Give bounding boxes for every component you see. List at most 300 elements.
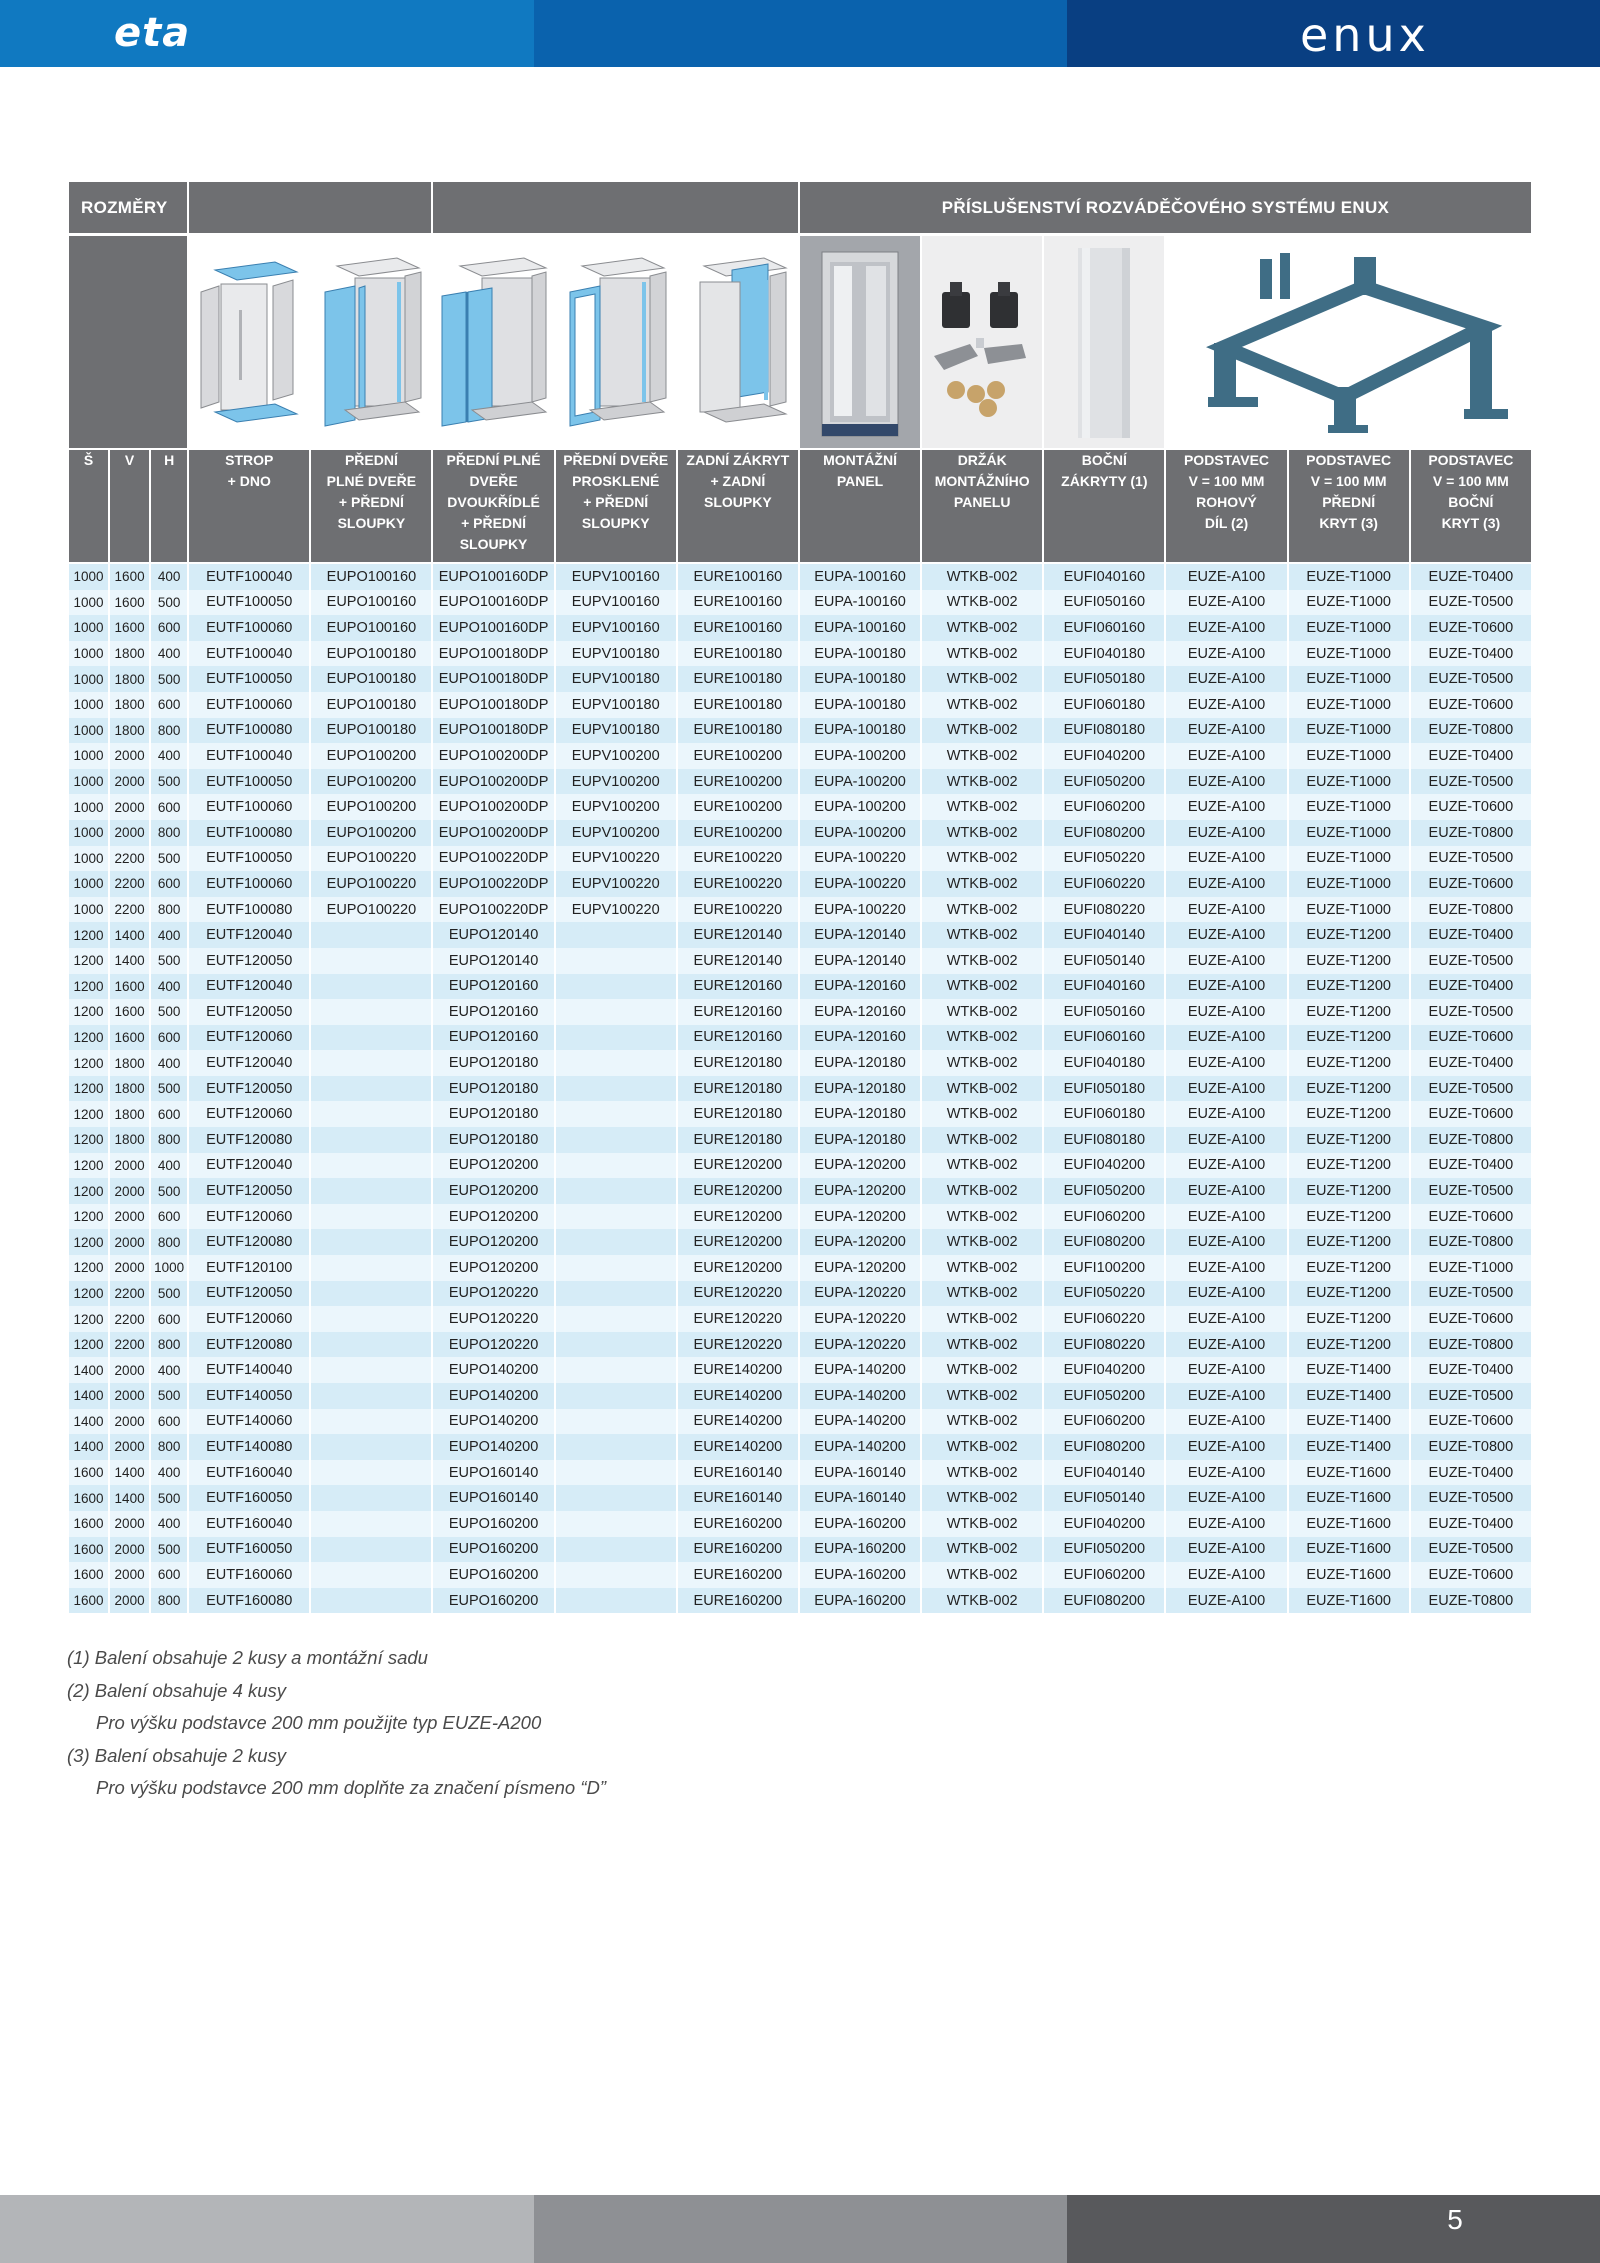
table-row	[69, 948, 1531, 974]
table-cell: EUPV100220	[556, 871, 676, 897]
table-cell	[311, 1153, 431, 1179]
table-cell	[311, 1511, 431, 1537]
table-cell: 2000	[110, 1178, 149, 1204]
table-cell: WTKB-002	[922, 590, 1042, 616]
table-cell: WTKB-002	[922, 1281, 1042, 1307]
table-cell	[556, 1178, 676, 1204]
table-cell: EURE100220	[678, 897, 798, 923]
table-cell	[311, 922, 431, 948]
table-cell: 1000	[69, 590, 108, 616]
column-header	[1044, 450, 1164, 564]
column-header-line: PŘEDNÍ	[1322, 494, 1376, 510]
table-cell: EUPO100180	[311, 666, 431, 692]
table-cell: WTKB-002	[922, 1383, 1042, 1409]
table-cell: EUPV100160	[556, 564, 676, 590]
table-cell: WTKB-002	[922, 1153, 1042, 1179]
table-cell: 500	[151, 999, 187, 1025]
table-cell: EUZE-T0800	[1411, 1588, 1531, 1614]
table-cell: EUFI060200	[1044, 1204, 1164, 1230]
column-header-line: DVOUKŘÍDLÉ	[447, 494, 540, 510]
table-cell	[556, 974, 676, 1000]
table-cell: EUTF160060	[189, 1562, 309, 1588]
table-cell: 1600	[69, 1537, 108, 1563]
table-cell: EUZE-A100	[1166, 1409, 1286, 1435]
table-cell: EUPA-100200	[800, 794, 920, 820]
table-cell: WTKB-002	[922, 1127, 1042, 1153]
table-row	[69, 1229, 1531, 1255]
table-cell: 1600	[69, 1460, 108, 1486]
table-cell: EUFI060220	[1044, 871, 1164, 897]
table-cell: EUZE-A100	[1166, 564, 1286, 590]
table-cell: EUZE-T1200	[1289, 1204, 1409, 1230]
table-cell: EURE100200	[678, 820, 798, 846]
table-cell: EUFI100200	[1044, 1255, 1164, 1281]
table-row	[69, 1511, 1531, 1537]
table-cell	[556, 1460, 676, 1486]
table-cell: EUFI040180	[1044, 1050, 1164, 1076]
table-cell: EURE120160	[678, 974, 798, 1000]
table-cell	[556, 1383, 676, 1409]
table-cell: EUZE-T1200	[1289, 1306, 1409, 1332]
table-cell: 1000	[69, 564, 108, 590]
table-cell: 1000	[69, 820, 108, 846]
table-cell: EUPV100200	[556, 743, 676, 769]
table-cell: EUZE-T0400	[1411, 1050, 1531, 1076]
table-cell: 1400	[110, 922, 149, 948]
table-cell: EUTF100060	[189, 871, 309, 897]
table-cell: 500	[151, 1537, 187, 1563]
table-cell: EUTF140040	[189, 1357, 309, 1383]
table-cell: EUZE-A100	[1166, 641, 1286, 667]
table-cell: WTKB-002	[922, 1511, 1042, 1537]
column-header	[433, 450, 553, 564]
table-cell: EUZE-A100	[1166, 1332, 1286, 1358]
table-cell: 1200	[69, 1076, 108, 1102]
table-cell: WTKB-002	[922, 692, 1042, 718]
table-row	[69, 871, 1531, 897]
table-cell: EUPO100160	[311, 564, 431, 590]
table-row	[69, 590, 1531, 616]
table-cell: EUPO100220	[311, 897, 431, 923]
table-cell: 600	[151, 1101, 187, 1127]
eta-logo: eta	[114, 10, 191, 56]
table-cell: WTKB-002	[922, 1255, 1042, 1281]
table-cell: WTKB-002	[922, 769, 1042, 795]
table-cell: EUPO120220	[433, 1332, 553, 1358]
table-cell: WTKB-002	[922, 1025, 1042, 1051]
table-cell: EUPO100220DP	[433, 871, 553, 897]
table-cell: EUZE-A100	[1166, 1153, 1286, 1179]
table-cell: EUZE-T0600	[1411, 794, 1531, 820]
column-header-line: + PŘEDNÍ	[583, 494, 649, 510]
table-cell: 500	[151, 666, 187, 692]
image-cell	[311, 236, 431, 450]
column-header-line: V = 100 MM	[1432, 473, 1509, 489]
table-cell: 1800	[110, 1076, 149, 1102]
table-cell: EUPO100180DP	[433, 692, 553, 718]
page-number: 5	[1447, 2204, 1463, 2235]
table-cell	[556, 1281, 676, 1307]
group-header-accessories: PŘÍSLUŠENSTVÍ ROZVÁDĚČOVÉHO SYSTÉMU ENUX	[800, 182, 1531, 236]
table-cell: EURE120220	[678, 1281, 798, 1307]
column-header-line: H	[164, 452, 175, 468]
table-cell	[556, 1562, 676, 1588]
table-cell: EUPA-160140	[800, 1485, 920, 1511]
table-cell: WTKB-002	[922, 846, 1042, 872]
table-cell: 400	[151, 1153, 187, 1179]
table-cell: EUPO100220DP	[433, 846, 553, 872]
table-cell: EUZE-T1400	[1289, 1409, 1409, 1435]
table-cell: 1600	[69, 1511, 108, 1537]
column-header-line: MONTÁŽNÍ	[823, 452, 897, 468]
table-cell: EUTF120050	[189, 948, 309, 974]
table-cell: 1600	[110, 1025, 149, 1051]
table-cell: EUZE-T0800	[1411, 820, 1531, 846]
table-cell: EUTF140060	[189, 1409, 309, 1435]
table-cell: EUPV100220	[556, 897, 676, 923]
table-cell: 1000	[69, 794, 108, 820]
table-cell: 2200	[110, 1332, 149, 1358]
table-cell: 1200	[69, 1306, 108, 1332]
table-cell: EUZE-T0400	[1411, 743, 1531, 769]
table-cell: EUFI040200	[1044, 1511, 1164, 1537]
table-cell: EURE100180	[678, 692, 798, 718]
table-cell: 800	[151, 1434, 187, 1460]
table-cell: 1200	[69, 1101, 108, 1127]
table-cell: EURE160200	[678, 1588, 798, 1614]
plinth-base-photo-icon	[1184, 247, 1514, 437]
table-cell: EUPO120200	[433, 1229, 553, 1255]
column-header	[110, 450, 149, 564]
table-cell: WTKB-002	[922, 1050, 1042, 1076]
table-cell: EUTF120040	[189, 922, 309, 948]
table-cell: EUPA-100220	[800, 871, 920, 897]
table-cell: EUZE-A100	[1166, 1050, 1286, 1076]
table-cell: 1200	[69, 1050, 108, 1076]
table-cell: 800	[151, 1229, 187, 1255]
table-cell	[311, 1127, 431, 1153]
table-cell: EURE140200	[678, 1383, 798, 1409]
table-cell: 600	[151, 1204, 187, 1230]
table-cell	[556, 1511, 676, 1537]
table-cell: EUZE-T0500	[1411, 1537, 1531, 1563]
table-cell: EUPO100200DP	[433, 743, 553, 769]
table-cell: EUZE-A100	[1166, 794, 1286, 820]
accessories-table	[67, 182, 1533, 1613]
mounting-panel-photo-icon	[804, 242, 916, 442]
table-cell: EURE140200	[678, 1357, 798, 1383]
table-cell: EUPA-100200	[800, 820, 920, 846]
table-cell: EUZE-T0800	[1411, 1229, 1531, 1255]
table-cell: 1400	[69, 1434, 108, 1460]
column-header-line: PANEL	[836, 473, 884, 489]
table-cell	[556, 1204, 676, 1230]
table-cell: EUZE-A100	[1166, 1562, 1286, 1588]
image-cell	[189, 236, 309, 450]
table-cell: WTKB-002	[922, 743, 1042, 769]
table-cell: 1400	[69, 1409, 108, 1435]
table-cell: EUZE-A100	[1166, 692, 1286, 718]
column-header-line: PŘEDNÍ PLNÉ	[446, 452, 541, 468]
table-cell: 1000	[69, 846, 108, 872]
table-cell: EUZE-T0500	[1411, 948, 1531, 974]
table-row	[69, 1076, 1531, 1102]
column-header-line: SLOUPKY	[337, 515, 406, 531]
table-cell: EUPA-120160	[800, 999, 920, 1025]
table-cell	[311, 1204, 431, 1230]
table-cell: EURE160200	[678, 1537, 798, 1563]
table-cell: EUPA-160200	[800, 1562, 920, 1588]
table-cell: EUPO160140	[433, 1460, 553, 1486]
table-row	[69, 999, 1531, 1025]
table-cell: EURE160140	[678, 1485, 798, 1511]
table-cell: EUTF120040	[189, 974, 309, 1000]
table-cell: EUPO120180	[433, 1050, 553, 1076]
column-header-line: Š	[83, 452, 94, 468]
table-cell	[311, 1255, 431, 1281]
table-cell: EUZE-T0600	[1411, 615, 1531, 641]
table-cell	[556, 1434, 676, 1460]
table-cell: EUTF120050	[189, 999, 309, 1025]
table-cell: 500	[151, 1281, 187, 1307]
table-cell: EUTF160040	[189, 1511, 309, 1537]
table-row	[69, 1255, 1531, 1281]
table-cell: 800	[151, 897, 187, 923]
column-header-line: ZÁKRYTY (1)	[1061, 473, 1148, 489]
table-cell: 1200	[69, 922, 108, 948]
table-cell: EUFI060180	[1044, 692, 1164, 718]
table-row	[69, 1485, 1531, 1511]
table-cell: EUPV100180	[556, 666, 676, 692]
footnote: (2) Balení obsahuje 4 kusy	[67, 1679, 287, 1701]
table-cell: EUPA-100200	[800, 769, 920, 795]
column-header-line: PROSKLENÉ	[572, 473, 660, 489]
table-cell	[311, 1562, 431, 1588]
column-header	[678, 450, 798, 564]
table-row	[69, 743, 1531, 769]
table-cell: EUZE-T1200	[1289, 1229, 1409, 1255]
cabinet-glass-door-icon	[560, 252, 672, 432]
table-cell	[311, 1588, 431, 1614]
table-cell: EUFI050200	[1044, 769, 1164, 795]
table-cell: EUZE-T0800	[1411, 897, 1531, 923]
table-cell: EUTF100040	[189, 641, 309, 667]
table-cell: EUZE-T0500	[1411, 846, 1531, 872]
table-cell: EUTF120080	[189, 1127, 309, 1153]
table-cell: EUZE-T1400	[1289, 1434, 1409, 1460]
table-cell: WTKB-002	[922, 1076, 1042, 1102]
table-cell: EUFI060200	[1044, 1562, 1164, 1588]
table-cell: EUPV100200	[556, 769, 676, 795]
table-cell: WTKB-002	[922, 1178, 1042, 1204]
column-header-line: PŘEDNÍ DVEŘE	[563, 452, 669, 468]
table-cell	[556, 1485, 676, 1511]
table-cell: EUFI080180	[1044, 718, 1164, 744]
table-cell: 800	[151, 1127, 187, 1153]
table-cell: 400	[151, 564, 187, 590]
table-cell: EUZE-T0800	[1411, 1127, 1531, 1153]
table-cell: EUZE-T1600	[1289, 1485, 1409, 1511]
table-cell: EUZE-T1200	[1289, 922, 1409, 948]
table-cell: 1800	[110, 641, 149, 667]
table-cell: EUZE-T1200	[1289, 1255, 1409, 1281]
table-cell: EURE100180	[678, 718, 798, 744]
table-cell	[311, 1076, 431, 1102]
table-cell: EUFI080220	[1044, 1332, 1164, 1358]
table-cell: EUZE-T0600	[1411, 1101, 1531, 1127]
table-cell: 500	[151, 948, 187, 974]
table-cell: 800	[151, 1588, 187, 1614]
table-cell: EUZE-T1200	[1289, 1101, 1409, 1127]
table-cell: WTKB-002	[922, 1588, 1042, 1614]
column-header	[1289, 450, 1409, 564]
table-cell: EUPO100200	[311, 820, 431, 846]
table-cell: EUZE-T1600	[1289, 1562, 1409, 1588]
table-row	[69, 1153, 1531, 1179]
table-cell: 500	[151, 590, 187, 616]
table-cell: EUZE-A100	[1166, 1178, 1286, 1204]
table-cell: EUPV100180	[556, 692, 676, 718]
table-cell: EURE120160	[678, 999, 798, 1025]
table-cell: EUPO100180	[311, 692, 431, 718]
table-cell: 1000	[69, 692, 108, 718]
table-cell: 2000	[110, 1153, 149, 1179]
table-cell: EUZE-T1000	[1289, 769, 1409, 795]
table-cell: EUPA-140200	[800, 1383, 920, 1409]
table-cell: EUPA-120180	[800, 1050, 920, 1076]
table-row	[69, 1127, 1531, 1153]
column-header-line: SLOUPKY	[704, 494, 772, 510]
table-row	[69, 564, 1531, 590]
table-row	[69, 1562, 1531, 1588]
table-cell: 1200	[69, 1281, 108, 1307]
table-cell: EUPA-160140	[800, 1460, 920, 1486]
table-cell: WTKB-002	[922, 974, 1042, 1000]
table-cell: EURE160200	[678, 1562, 798, 1588]
table-cell: EUTF140050	[189, 1383, 309, 1409]
image-cell	[556, 236, 676, 450]
table-cell: 2000	[110, 1383, 149, 1409]
table-cell: 1000	[69, 743, 108, 769]
table-cell: EURE120140	[678, 922, 798, 948]
table-cell: EUPO120160	[433, 974, 553, 1000]
table-cell: 800	[151, 718, 187, 744]
table-cell: EUZE-A100	[1166, 590, 1286, 616]
table-cell: 2200	[110, 897, 149, 923]
column-header-line: KRYT (3)	[1319, 515, 1378, 531]
table-cell: EUZE-A100	[1166, 1434, 1286, 1460]
table-cell: 1600	[110, 564, 149, 590]
table-cell: EUZE-T1200	[1289, 1178, 1409, 1204]
table-row	[69, 1306, 1531, 1332]
table-cell: EUPO160200	[433, 1511, 553, 1537]
table-cell: EUPO100160DP	[433, 590, 553, 616]
table-cell: EUPO120140	[433, 922, 553, 948]
table-cell: 2000	[110, 1229, 149, 1255]
table-cell: EUFI040200	[1044, 743, 1164, 769]
table-cell: EUTF100060	[189, 615, 309, 641]
table-cell: EUFI040160	[1044, 564, 1164, 590]
table-cell: EUZE-T0500	[1411, 1281, 1531, 1307]
table-cell: EURE120180	[678, 1050, 798, 1076]
table-cell: 1600	[110, 590, 149, 616]
table-cell: EUTF120060	[189, 1306, 309, 1332]
footnote: (3) Balení obsahuje 2 kusy	[67, 1744, 287, 1766]
table-cell: WTKB-002	[922, 1460, 1042, 1486]
table-cell: EUZE-T1000	[1289, 743, 1409, 769]
table-cell	[311, 1537, 431, 1563]
table-cell: EUFI080200	[1044, 820, 1164, 846]
table-cell: EUPO100200DP	[433, 794, 553, 820]
table-cell: EURE100200	[678, 794, 798, 820]
table-cell: EUPA-100180	[800, 692, 920, 718]
column-header-line: SLOUPKY	[581, 515, 650, 531]
table-cell: EUTF160050	[189, 1485, 309, 1511]
table-cell: WTKB-002	[922, 1562, 1042, 1588]
table-cell: EUPA-100180	[800, 666, 920, 692]
table-cell: EUZE-T0500	[1411, 666, 1531, 692]
column-header-line: V	[124, 452, 135, 468]
table-cell: EUZE-A100	[1166, 999, 1286, 1025]
table-cell	[311, 1434, 431, 1460]
table-cell: EUPO120200	[433, 1255, 553, 1281]
table-row	[69, 922, 1531, 948]
table-cell: EUZE-T1200	[1289, 1076, 1409, 1102]
table-cell: 2000	[110, 769, 149, 795]
table-cell: 400	[151, 1050, 187, 1076]
table-cell: EUZE-T1200	[1289, 1050, 1409, 1076]
table-cell: 1400	[69, 1383, 108, 1409]
table-cell: WTKB-002	[922, 794, 1042, 820]
image-cell	[800, 236, 920, 450]
table-cell: 1000	[69, 615, 108, 641]
table-cell: EURE100180	[678, 666, 798, 692]
column-header-line: PANELU	[953, 494, 1011, 510]
table-cell	[311, 1332, 431, 1358]
table-cell: 2000	[110, 1588, 149, 1614]
table-cell: EUPO120180	[433, 1127, 553, 1153]
table-cell: EUFI080200	[1044, 1229, 1164, 1255]
column-header-line: DRŽÁK	[957, 452, 1007, 468]
column-header-line: BOČNÍ	[1081, 452, 1127, 468]
table-cell: EUZE-A100	[1166, 743, 1286, 769]
column-header	[1411, 450, 1531, 564]
table-cell: EUPV100180	[556, 718, 676, 744]
table-cell: EUZE-A100	[1166, 820, 1286, 846]
table-cell: EUPA-120200	[800, 1255, 920, 1281]
table-cell: 600	[151, 692, 187, 718]
table-cell: EUZE-A100	[1166, 974, 1286, 1000]
table-cell	[311, 1409, 431, 1435]
table-cell: EUTF120040	[189, 1050, 309, 1076]
table-cell: EUFI050140	[1044, 1485, 1164, 1511]
table-cell: EURE120220	[678, 1306, 798, 1332]
table-cell: EUPV100180	[556, 641, 676, 667]
table-cell: WTKB-002	[922, 871, 1042, 897]
table-cell: 600	[151, 1409, 187, 1435]
table-cell: EUTF100080	[189, 718, 309, 744]
table-cell: EUFI060160	[1044, 1025, 1164, 1051]
table-cell: EUZE-T1000	[1289, 871, 1409, 897]
table-cell: EUFI060160	[1044, 615, 1164, 641]
table-cell: EUZE-A100	[1166, 1357, 1286, 1383]
table-cell: 400	[151, 641, 187, 667]
table-cell: EURE100160	[678, 564, 798, 590]
table-cell: EUPO120180	[433, 1101, 553, 1127]
table-cell: 1400	[110, 948, 149, 974]
table-cell: EUPA-100160	[800, 564, 920, 590]
table-cell: EUPO120140	[433, 948, 553, 974]
